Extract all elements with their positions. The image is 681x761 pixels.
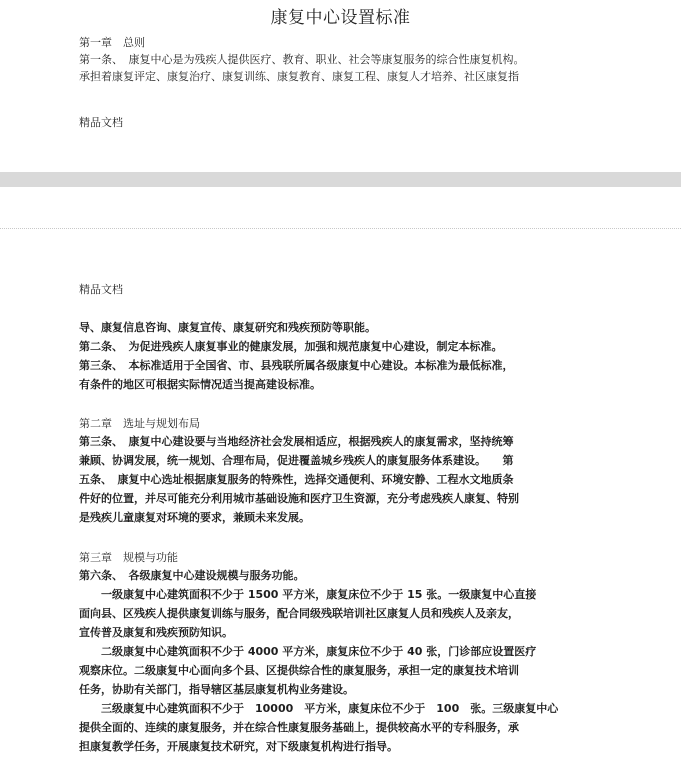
article-1-continuation: 导、康复信息咨询、康复宣传、康复研究和残疾预防等职能。 — [79, 321, 376, 334]
article-3-line-2: 有条件的地区可根据实际情况适当提高建设标准。 — [79, 378, 321, 391]
chapter-2-line-5: 是残疾儿童康复对环境的要求，兼顾未来发展。 — [79, 511, 310, 524]
level-3-line-2: 提供全面的、连续的康复服务，并在综合性康复服务基础上，提供较高水平的专科服务，承 — [79, 721, 519, 734]
page-separator — [0, 172, 681, 187]
article-6-line: 第六条、 各级康复中心建设规模与服务功能。 — [79, 569, 305, 582]
page-1-watermark: 精品文档 — [79, 116, 123, 129]
level-3-line-3: 担康复教学任务，开展康复技术研究，对下级康复机构进行指导。 — [79, 740, 398, 753]
chapter-3-heading: 第三章 规模与功能 — [79, 551, 178, 564]
page-2-watermark: 精品文档 — [79, 283, 123, 296]
article-1-line-2: 承担着康复评定、康复治疗、康复训练、康复教育、康复工程、康复人才培养、社区康复指 — [79, 70, 519, 83]
article-3-line-1: 第三条、 本标准适用于全国省、市、县残联所属各级康复中心建设。本标准为最低标准， — [79, 359, 514, 372]
level-3-line-1: 三级康复中心建筑面积不少于 10000 平方米，康复床位不少于 100 张。三级康复中心 — [101, 702, 559, 715]
level-1-line-2: 面向县、区残疾人提供康复训练与服务，配合同级残联培训社区康复人员和残疾人及亲友， — [79, 607, 519, 620]
header-divider — [0, 228, 681, 229]
level-2-line-1: 二级康复中心建筑面积不少于 4000 平方米，康复床位不少于 40 张，门诊部应设置医疗 — [101, 645, 537, 658]
level-1-line-1: 一级康复中心建筑面积不少于 1500 平方米，康复床位不少于 15 张。一级康复中心直接 — [101, 588, 537, 601]
document-title: 康复中心设置标准 — [270, 8, 411, 28]
level-1-line-3: 宣传普及康复和残疾预防知识。 — [79, 626, 233, 639]
article-2-line: 第二条、 为促进残疾人康复事业的健康发展，加强和规范康复中心建设，制定本标准。 — [79, 340, 503, 353]
chapter-2-heading: 第二章 选址与规划布局 — [79, 417, 200, 430]
level-2-line-3: 任务，协助有关部门，指导辖区基层康复机构业务建设。 — [79, 683, 354, 696]
chapter-1-heading: 第一章 总则 — [79, 36, 145, 49]
document-page-1 — [0, 0, 681, 172]
article-1-line-1: 第一条、 康复中心是为残疾人提供医疗、教育、职业、社会等康复服务的综合性康复机构。 — [79, 53, 525, 66]
chapter-2-line-4: 件好的位置，并尽可能充分利用城市基础设施和医疗卫生资源，充分考虑残疾人康复、特别 — [79, 492, 519, 505]
chapter-2-line-3: 五条、 康复中心选址根据康复服务的特殊性，选择交通便利、环境安静、工程水文地质条 — [79, 473, 514, 486]
chapter-2-line-1: 第三条、 康复中心建设要与当地经济社会发展相适应，根据残疾人的康复需求，坚持统筹 — [79, 435, 514, 448]
chapter-2-line-2: 兼顾、协调发展，统一规划、合理布局，促进覆盖城乡残疾人的康复服务体系建设。 第 — [79, 454, 514, 467]
level-2-line-2: 观察床位。二级康复中心面向多个县、区提供综合性的康复服务，承担一定的康复技术培训 — [79, 664, 519, 677]
